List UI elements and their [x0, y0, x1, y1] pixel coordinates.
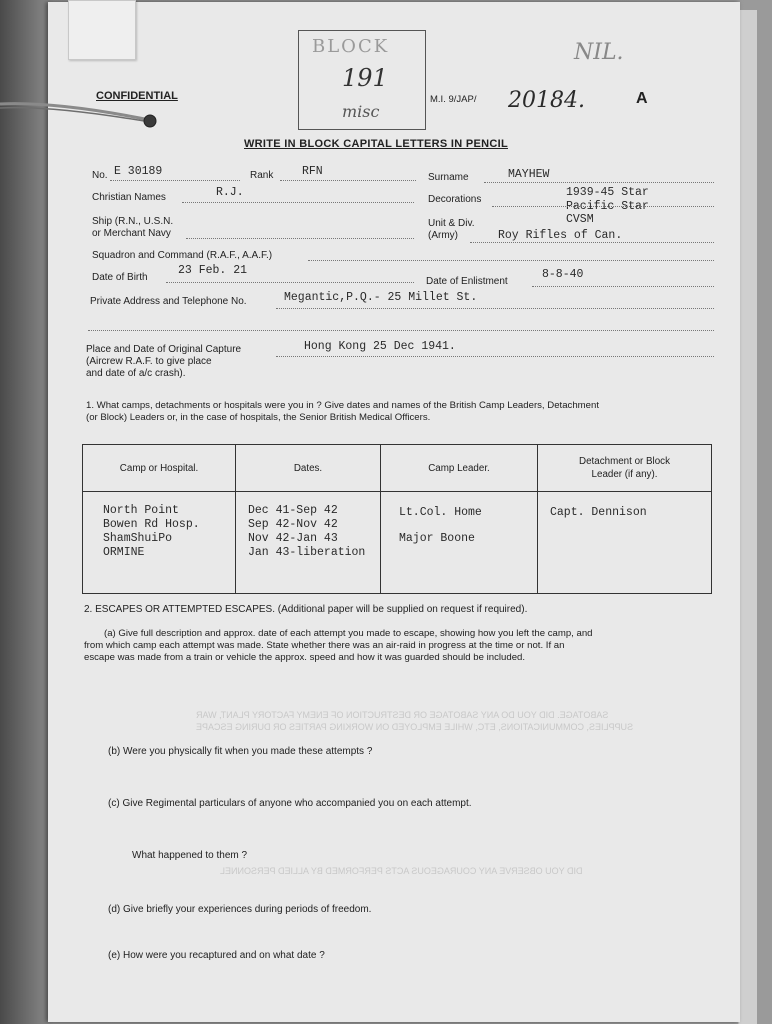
rank-label: Rank [250, 170, 274, 181]
header-leader: Camp Leader. [381, 445, 538, 492]
header-detachment [538, 445, 712, 492]
capture-label-1: Place and Date of Original Capture [86, 344, 242, 355]
detachment-entry: Capt. Dennison [550, 506, 647, 519]
q2-b: (b) Were you physically fit when you made these attempts ? [108, 746, 373, 757]
address-value: Megantic,P.Q.- 25 Millet St. [284, 291, 478, 304]
tag-string-icon [0, 98, 160, 128]
ship-label-2: or Merchant Navy [92, 228, 171, 239]
q2-title: 2. ESCAPES OR ATTEMPTED ESCAPES. (Additional paper will be supplied on request if required). [84, 604, 528, 615]
no-value: E 30189 [114, 165, 163, 178]
q2-c-follow: What happened to them ? [132, 850, 248, 861]
header-detachment-1: Detachment or Block [579, 456, 670, 467]
q2-a-line-3: escape was made from a train or vehicle the approx. speed and how it was guarded should be included. [84, 652, 526, 663]
q1-line-2: (or Block) Leaders or, in the case of hospitals, the Senior British Medical Officers. [86, 412, 431, 423]
christian-names-value: R.J. [216, 186, 244, 199]
address-label: Private Address and Telephone No. [90, 296, 247, 307]
unit-value: Roy Rifles of Can. [498, 229, 623, 242]
q2-e: (e) How were you recaptured and on what date ? [108, 950, 325, 961]
mi-ref-label: M.I. 9/JAP/ [430, 94, 477, 105]
mi-ref-suffix: A [636, 90, 648, 107]
stamp-number: 191 [342, 64, 388, 92]
q1-line-1: 1. What camps, detachments or hospitals were you in ? Give dates and names of the British Camp Leaders, Detachment [86, 400, 599, 411]
paper-stack-edge [738, 10, 757, 1024]
confidential-label: CONFIDENTIAL [96, 90, 178, 102]
camp-entry: Bowen Rd Hosp. [103, 518, 200, 531]
unit-label-2: (Army) [428, 230, 458, 241]
date-entry: Sep 42-Nov 42 [248, 518, 338, 531]
leader-cell [381, 492, 538, 594]
capture-value: Hong Kong 25 Dec 1941. [304, 340, 456, 353]
dates-cell [236, 492, 381, 594]
q2-c: (c) Give Regimental particulars of anyone who accompanied you on each attempt. [108, 798, 472, 809]
leader-entry: Major Boone [399, 532, 475, 545]
corner-note: NIL. [574, 40, 624, 65]
camp-entry: ShamShuiPo [103, 532, 173, 545]
stamp-note: misc [342, 102, 380, 121]
unit-label-1: Unit & Div. [428, 218, 475, 229]
camps-cell [83, 492, 236, 594]
q2-a-line-1: (a) Give full description and approx. date of each attempt you made to escape, showing how you left the camp, and [104, 628, 593, 639]
no-label: No. [92, 170, 108, 181]
instruction-heading: WRITE IN BLOCK CAPITAL LETTERS IN PENCIL [244, 138, 508, 150]
leader-spacer [399, 520, 537, 532]
surname-value: MAYHEW [508, 168, 550, 181]
decoration-2: Pacific Star [566, 200, 649, 213]
camps-table [82, 444, 712, 594]
enlistment-label: Date of Enlistment [426, 276, 508, 287]
camp-entry: North Point [103, 504, 179, 517]
ship-label-1: Ship (R.N., U.S.N. [92, 216, 174, 227]
leader-entry: Lt.Col. Home [399, 506, 482, 519]
dob-value: 23 Feb. 21 [178, 264, 248, 277]
decorations-label: Decorations [428, 194, 482, 205]
surname-label: Surname [428, 172, 469, 183]
header-camp: Camp or Hospital. [83, 445, 236, 492]
christian-names-label: Christian Names [92, 192, 166, 203]
q2-a-line-2: from which camp each attempt was made. State whether there was an air-raid in progress at the time or not. If an [84, 640, 565, 651]
detachment-cell [538, 492, 712, 594]
dob-label: Date of Birth [92, 272, 148, 283]
stamp-title: BLOCK [312, 36, 390, 57]
mi-ref-number: 20184. [508, 88, 585, 113]
rank-value: RFN [302, 165, 323, 178]
enlistment-value: 8-8-40 [542, 268, 584, 281]
capture-label-2: (Aircrew R.A.F. to give place [86, 356, 212, 367]
date-entry: Dec 41-Sep 42 [248, 504, 338, 517]
header-dates: Dates. [236, 445, 381, 492]
decoration-1: 1939-45 Star [566, 186, 649, 199]
squadron-label: Squadron and Command (R.A.F., A.A.F.) [92, 250, 273, 261]
paper-tab [68, 0, 136, 60]
bleed-through-text: SUPPLIES, COMMUNICATIONS, ETC, WHILE EMPLOYED ON WORKING PARTIES OR DURING ESCAPE [196, 722, 634, 732]
date-entry: Jan 43-liberation [248, 546, 366, 559]
capture-label-3: and date of a/c crash). [86, 368, 186, 379]
q2-d: (d) Give briefly your experiences during periods of freedom. [108, 904, 372, 915]
decoration-3: CVSM [566, 213, 594, 226]
bleed-through-text: SABOTAGE. DID YOU DO ANY SABOTAGE OR DESTRUCTION OF ENEMY FACTORY PLANT, WAR [196, 710, 609, 720]
header-detachment-2: Leader (if any). [591, 469, 658, 480]
bleed-through-text: DID YOU OBSERVE ANY COURAGEOUS ACTS PERFORMED BY ALLIED PERSONNEL [220, 866, 583, 876]
camp-entry: ORMINE [103, 546, 145, 559]
date-entry: Nov 42-Jan 43 [248, 532, 338, 545]
